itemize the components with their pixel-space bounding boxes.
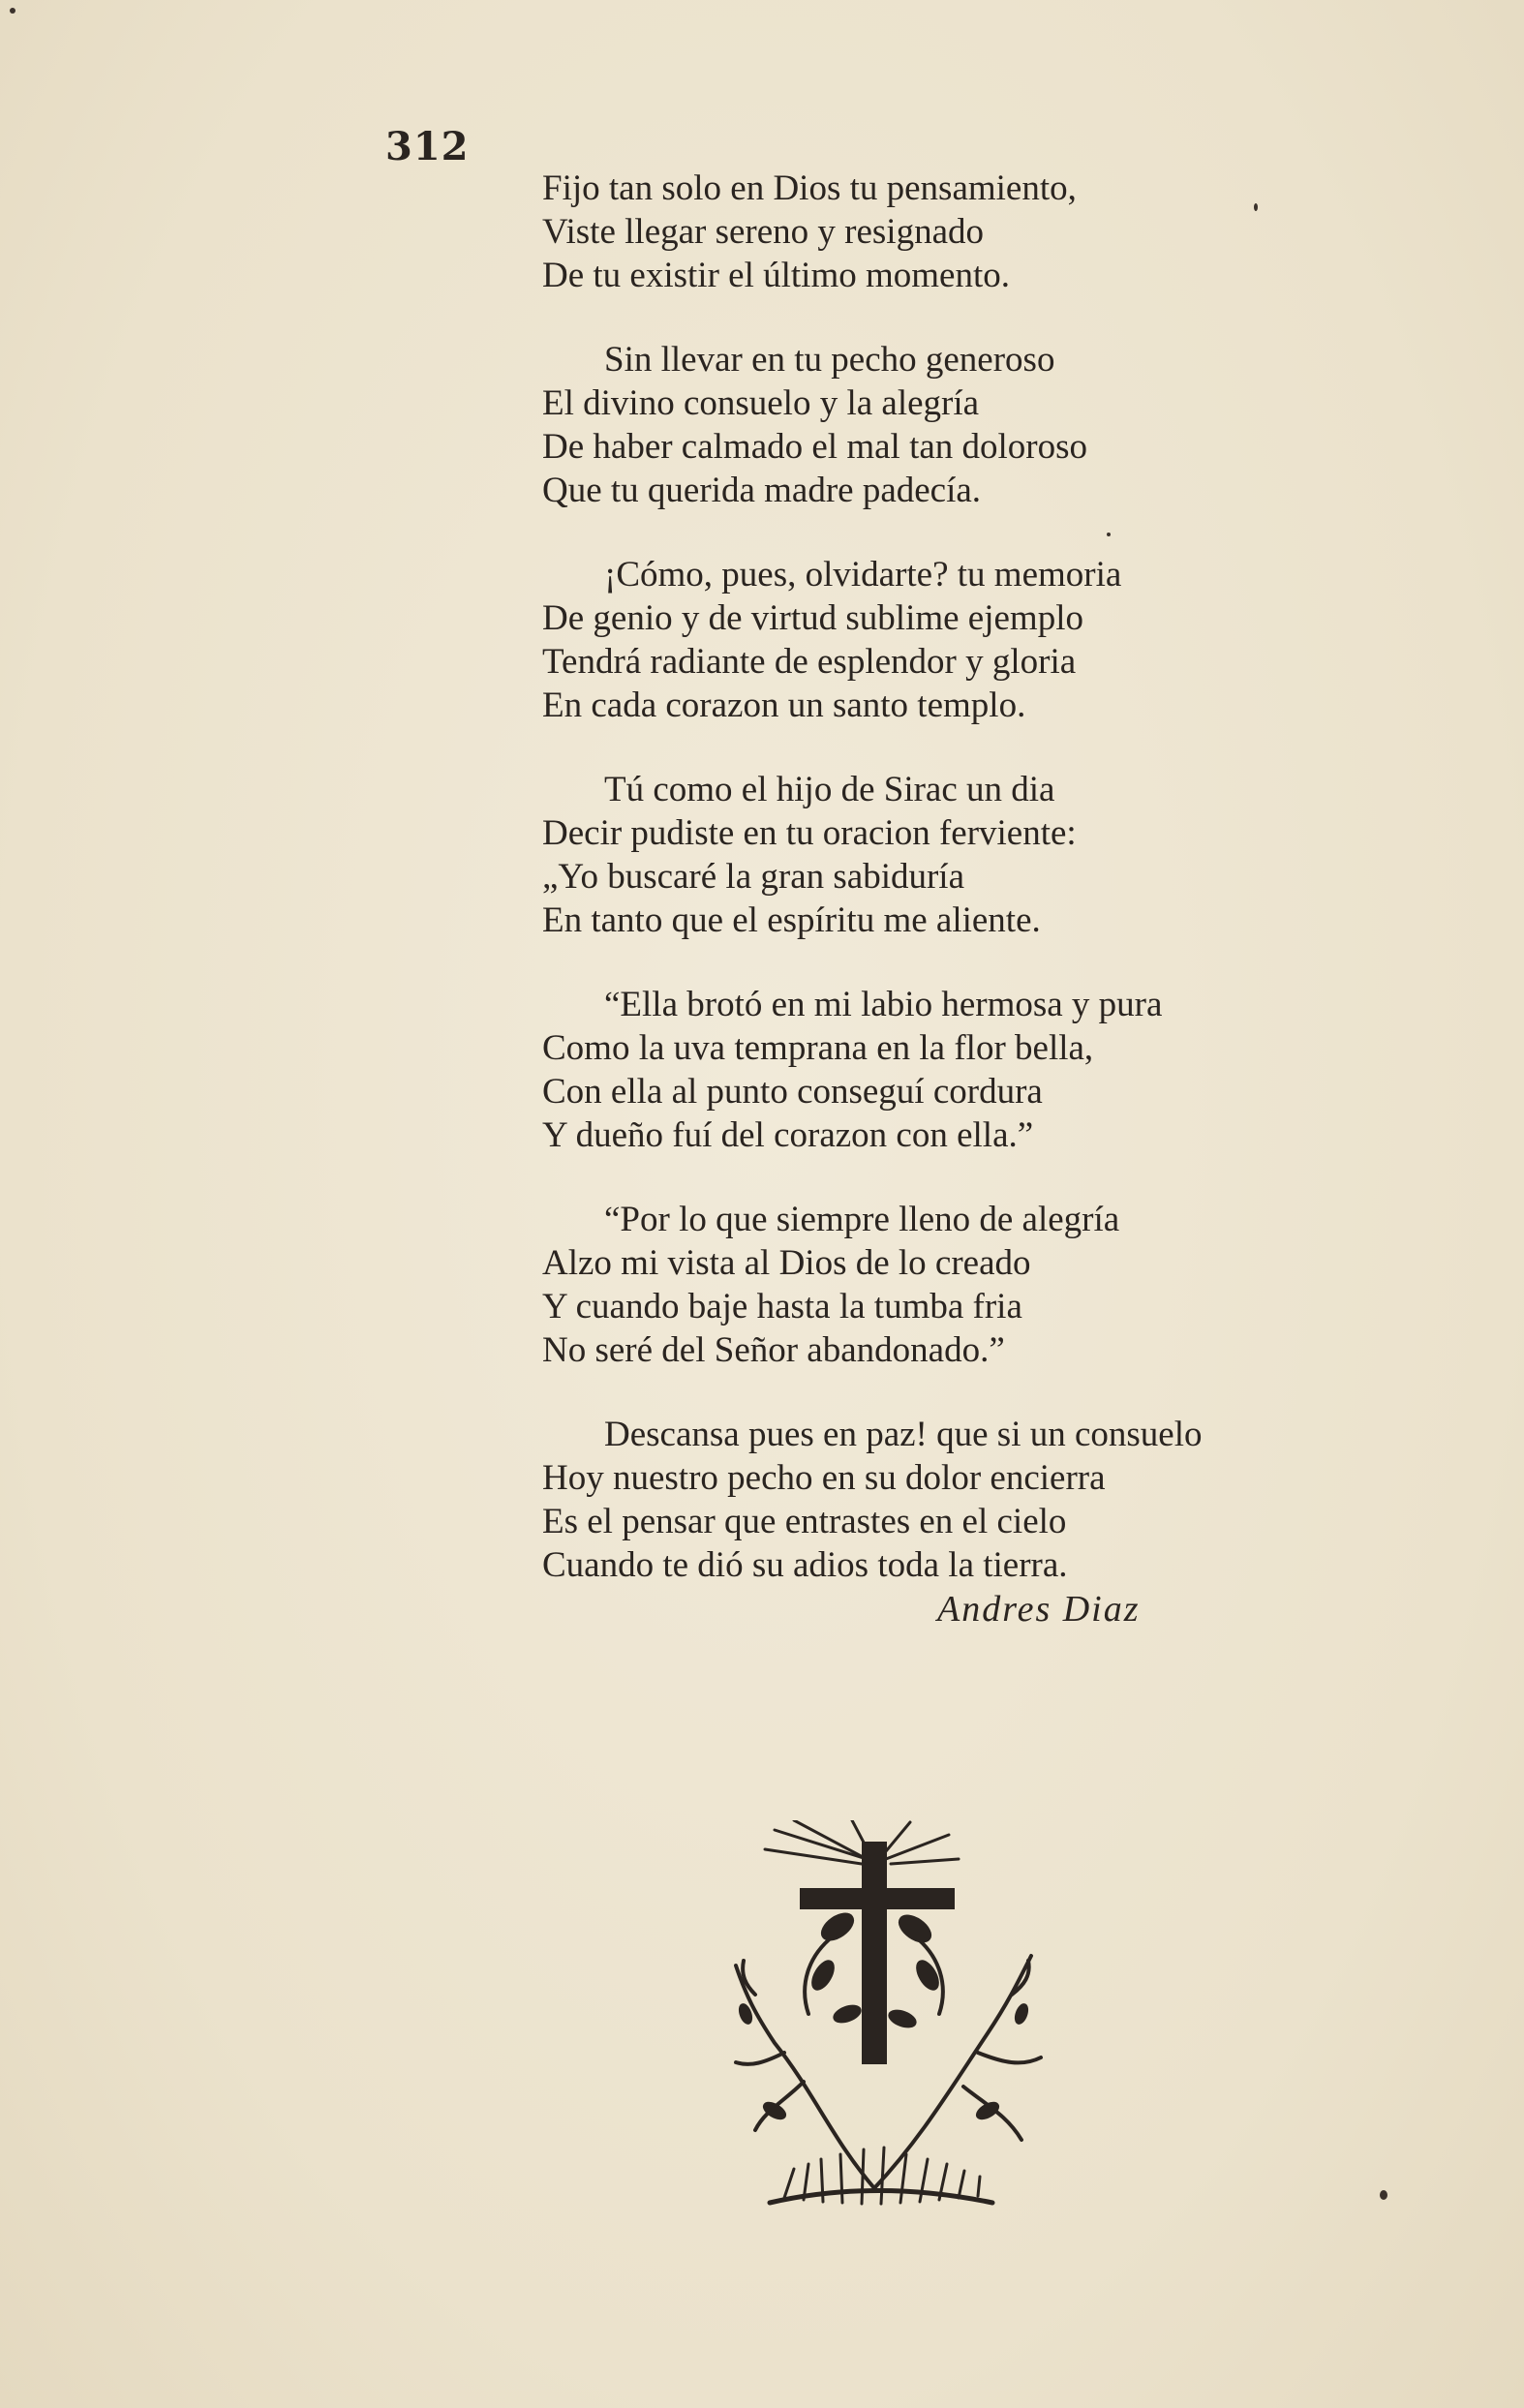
paper-speck xyxy=(1254,203,1258,211)
stanza xyxy=(542,1413,1336,1587)
poem-line: „Yo buscaré la gran sabiduría xyxy=(542,857,964,897)
paper-speck xyxy=(10,8,15,14)
poem-line: Alzo mi vista al Dios de lo creado xyxy=(542,1243,1031,1283)
poem-line: “Ella brotó en mi labio hermosa y pura xyxy=(604,985,1163,1024)
paper-speck xyxy=(1107,533,1111,536)
poem-line: No seré del Señor abandonado.” xyxy=(542,1330,1005,1370)
poem-line: Y cuando baje hasta la tumba fria xyxy=(542,1287,1022,1326)
poem-line: Descansa pues en paz! que si un consuelo xyxy=(604,1415,1203,1454)
poem-line: Fijo tan solo en Dios tu pensamiento, xyxy=(542,168,1077,208)
stanza xyxy=(542,553,1336,727)
poem-line: Como la uva temprana en la flor bella, xyxy=(542,1028,1094,1068)
poem-line: Hoy nuestro pecho en su dolor encierra xyxy=(542,1458,1106,1498)
poem-line: En cada corazon un santo templo. xyxy=(542,686,1026,725)
author-signature: Andres Diaz xyxy=(937,1589,1141,1630)
poem-line: Y dueño fuí del corazon con ella.” xyxy=(542,1115,1034,1155)
poem-line: Tendrá radiante de esplendor y gloria xyxy=(542,642,1077,682)
stanza xyxy=(542,1198,1336,1372)
poem-line: De haber calmado el mal tan doloroso xyxy=(542,427,1088,467)
poem-line: ¡Cómo, pues, olvidarte? tu memoria xyxy=(604,555,1122,594)
stanza xyxy=(542,983,1336,1157)
poem-line: Es el pensar que entrastes en el cielo xyxy=(542,1502,1067,1541)
poem xyxy=(542,167,1336,1628)
stanza xyxy=(542,338,1336,512)
stanza xyxy=(542,167,1336,297)
paper-speck xyxy=(1380,2190,1387,2200)
poem-line: Que tu querida madre padecía. xyxy=(542,471,982,510)
poem-line: De tu existir el último momento. xyxy=(542,256,1010,295)
poem-line: “Por lo que siempre lleno de alegría xyxy=(604,1200,1120,1239)
poem-line: En tanto que el espíritu me aliente. xyxy=(542,900,1041,940)
poem-line: Cuando te dió su adios toda la tierra. xyxy=(542,1545,1068,1585)
poem-line: Con ella al punto conseguí cordura xyxy=(542,1072,1043,1112)
stanza xyxy=(542,768,1336,942)
cross-with-vines-icon xyxy=(716,1820,1065,2217)
poem-line: El divino consuelo y la alegría xyxy=(542,383,980,423)
page-number: 312 xyxy=(385,124,470,169)
poem-line: Sin llevar en tu pecho generoso xyxy=(604,340,1055,380)
poem-line: De genio y de virtud sublime ejemplo xyxy=(542,598,1083,638)
poem-line: Tú como el hijo de Sirac un dia xyxy=(604,770,1055,809)
poem-line: Viste llegar sereno y resignado xyxy=(542,212,985,252)
poem-line: Decir pudiste en tu oracion ferviente: xyxy=(542,813,1077,853)
